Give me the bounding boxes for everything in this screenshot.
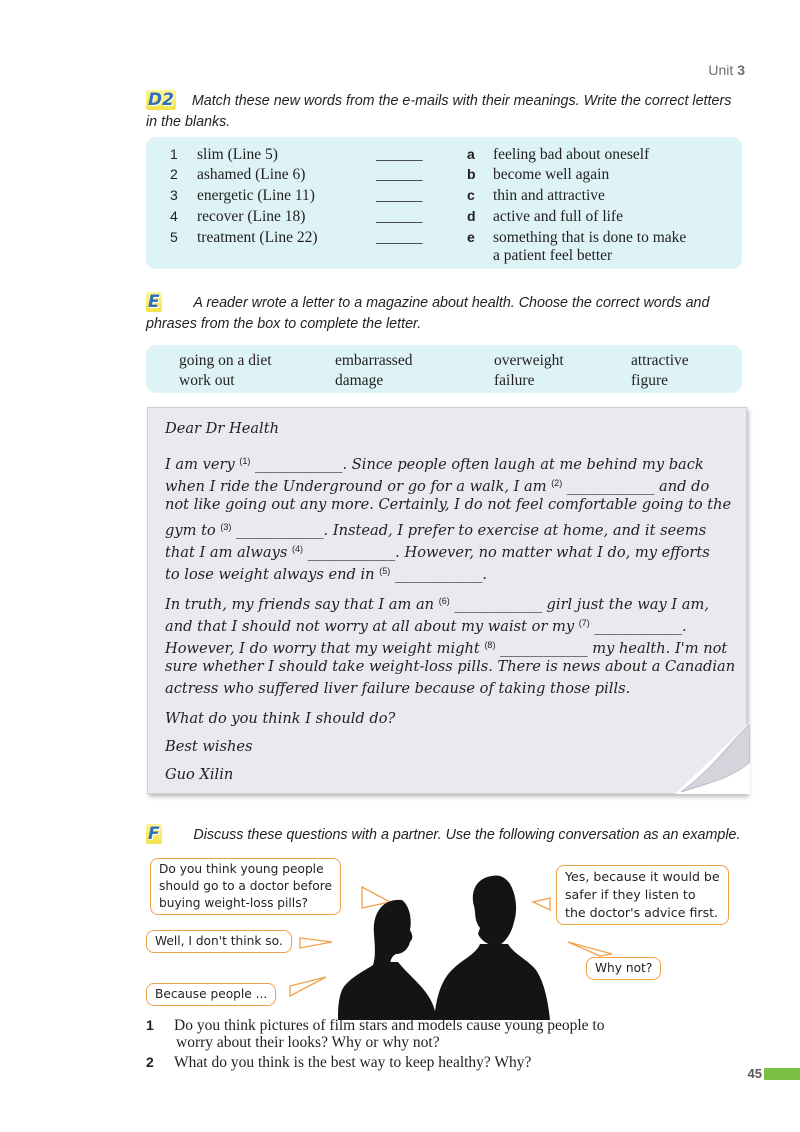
discussion-question-2 xyxy=(146,1054,532,1071)
question-number: 2 xyxy=(146,1054,154,1070)
letter-line: not like going out any more. Certainly, I do not feel comfortable going to the xyxy=(165,496,732,513)
letter-line: to lose weight always end in $^{(5)}$ ____________. xyxy=(165,566,488,583)
word-number: 2 xyxy=(170,166,178,182)
answer-blank[interactable]: ______ xyxy=(376,187,423,204)
unit-number: 3 xyxy=(737,62,745,78)
match-word-3 xyxy=(170,187,423,205)
word-text: treatment (Line 22) xyxy=(197,229,318,246)
d2-instruction xyxy=(146,90,746,133)
speech-bubble-why xyxy=(586,957,661,980)
bubble-line: should go to a doctor before xyxy=(159,879,333,893)
meaning-text: feeling bad about oneself xyxy=(493,146,650,163)
meaning-text: thin and attractive xyxy=(493,187,605,204)
e-instruction-line2: phrases from the box to complete the letter. xyxy=(146,316,422,332)
f-instruction-text: Discuss these questions with a partner. Use the following conversation as an example. xyxy=(193,827,741,843)
word-text: ashamed (Line 6) xyxy=(197,166,306,183)
letter-line: sure whether I should take weight-loss pills. There is news about a Canadian xyxy=(165,658,736,675)
meaning-letter: c xyxy=(467,187,475,203)
meaning-a xyxy=(467,146,650,164)
discussion-question-1 xyxy=(146,1017,605,1051)
letter-line: I am very $^{(1)}$ ____________. Since people often laugh at me behind my back xyxy=(165,456,704,473)
match-word-5 xyxy=(170,229,423,247)
meaning-text: something that is done to make xyxy=(493,229,687,246)
word-box-item: figure xyxy=(631,372,669,389)
bubble-line: buying weight-loss pills? xyxy=(159,896,309,910)
word-box-item: going on a diet xyxy=(179,352,272,369)
unit-word: Unit xyxy=(708,62,734,78)
man-silhouette xyxy=(434,875,550,1020)
question-number: 1 xyxy=(146,1017,154,1033)
meaning-e xyxy=(467,229,687,264)
letter-greeting: Dear Dr Health xyxy=(165,420,279,437)
meaning-text-cont: a patient feel better xyxy=(493,247,613,264)
question-text-cont: worry about their looks? Why or why not? xyxy=(176,1034,440,1051)
answer-blank[interactable]: ______ xyxy=(376,229,423,246)
match-word-2 xyxy=(170,166,423,184)
meaning-text: become well again xyxy=(493,166,610,183)
meaning-letter: d xyxy=(467,208,476,224)
letter-line: when I ride the Underground or go for a walk, I am $^{(2)}$ ____________ and do xyxy=(165,478,710,495)
word-number: 5 xyxy=(170,229,178,245)
meaning-letter: e xyxy=(467,229,475,245)
letter-line: In truth, my friends say that I am an $^{(6)}$ ____________ girl just the way I am, xyxy=(165,596,709,613)
bubble-line: Yes, because it would be xyxy=(565,869,720,884)
letter-line: actress who suffered liver failure because of taking those pills. xyxy=(165,680,631,697)
letter-line: and that I should not worry at all about my waist or my $^{(7)}$ ____________. xyxy=(165,618,687,635)
letter-closing: Best wishes xyxy=(165,738,253,755)
d2-badge: D2 xyxy=(148,90,174,110)
d2-instruction-line1: Match these new words from the e-mails with their meanings. Write the correct letters xyxy=(191,93,732,109)
match-word-1 xyxy=(170,146,423,164)
meaning-text: active and full of life xyxy=(493,208,623,225)
answer-blank[interactable]: ______ xyxy=(376,166,423,183)
e-instruction xyxy=(146,292,746,335)
letter-line: gym to $^{(3)}$ ____________. Instead, I prefer to exercise at home, and it seems xyxy=(165,522,707,539)
meaning-letter: b xyxy=(467,166,476,182)
word-box-item: failure xyxy=(494,372,535,389)
word-box-item: overweight xyxy=(494,352,564,369)
question-text: Do you think pictures of film stars and models cause young people to xyxy=(174,1017,605,1034)
word-text: energetic (Line 11) xyxy=(197,187,315,204)
f-instruction xyxy=(146,824,756,846)
d2-instruction-line2: in the blanks. xyxy=(146,114,231,130)
word-text: recover (Line 18) xyxy=(197,208,306,225)
letter-question: What do you think I should do? xyxy=(165,710,396,727)
bubble-line: the doctor's advice first. xyxy=(565,905,719,920)
word-number: 1 xyxy=(170,146,178,162)
word-box-item: embarrassed xyxy=(335,352,413,369)
word-box-item: damage xyxy=(335,372,384,389)
speech-bubble-answer xyxy=(556,865,729,925)
meaning-b xyxy=(467,166,610,184)
meaning-d xyxy=(467,208,623,226)
question-text: What do you think is the best way to keep healthy? Why? xyxy=(174,1054,532,1071)
meaning-letter: a xyxy=(467,146,475,162)
speech-bubble-disagree xyxy=(146,930,292,953)
bubble-line: Why not? xyxy=(595,961,653,975)
woman-silhouette xyxy=(338,900,436,1020)
bubble-line: Because people ... xyxy=(155,987,268,1001)
word-number: 3 xyxy=(170,187,178,203)
speech-bubble-question xyxy=(150,858,341,915)
speech-bubble-because xyxy=(146,983,276,1006)
word-text: slim (Line 5) xyxy=(197,146,278,163)
meaning-c xyxy=(467,187,605,205)
letter-line: that I am always $^{(4)}$ ____________. However, no matter what I do, my efforts xyxy=(165,544,710,561)
f-badge: F xyxy=(148,824,160,844)
word-box-item: work out xyxy=(179,372,235,389)
e-badge: E xyxy=(148,292,160,312)
unit-label xyxy=(708,62,745,78)
word-box-item: attractive xyxy=(631,352,689,369)
bubble-line: Well, I don't think so. xyxy=(155,934,283,948)
bubble-line: safer if they listen to xyxy=(565,887,696,902)
page-number: 45 xyxy=(747,1066,762,1081)
page-curl-decoration xyxy=(675,722,750,794)
answer-blank[interactable]: ______ xyxy=(376,208,423,225)
page-accent-bar xyxy=(764,1068,800,1080)
letter-signature: Guo Xilin xyxy=(165,766,234,783)
word-number: 4 xyxy=(170,208,178,224)
match-word-4 xyxy=(170,208,423,226)
answer-blank[interactable]: ______ xyxy=(376,146,423,163)
e-instruction-line1: A reader wrote a letter to a magazine about health. Choose the correct words and xyxy=(193,295,710,311)
letter-line: However, I do worry that my weight might $^{(8)}$ ____________ my health. I'm not xyxy=(165,640,728,657)
bubble-line: Do you think young people xyxy=(159,862,324,876)
